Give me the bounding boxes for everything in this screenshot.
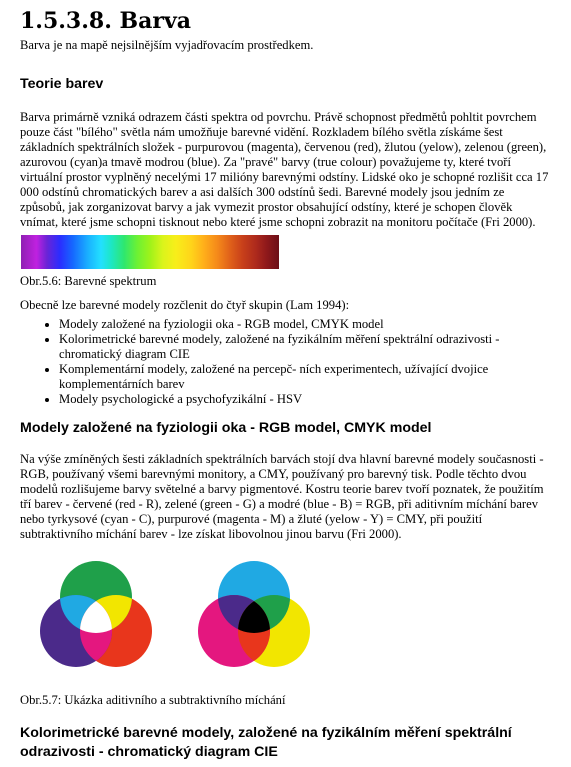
rgb-paragraph: Na výše zmíněných šesti základních spektrálních barvách stojí dva hlavní barevné modely současnosti - RGB, používaný všemi barevnými monitory, a CMY, používaný pro barevný tisk. Podle těchto dvou modelů rozlišujeme barvy světelné a barvy pigmentové. Kostru teorie barev tvoří poznatek, že použitím tří barev - červené (red - R), zelené (green - G) a modré (blue - B) = RGB, při aditivním míchání barev nebo tyrkysové (cyan - C), purpurové (magenta - M) a žluté (yelow - Y) = CMY, při použití subtraktivního míchání barev - lze získat libovolnou jinou barvu (Fri 2000). — [20, 452, 544, 541]
list-item: • Modely psychologické a psychofyzikální - HSV — [59, 392, 551, 407]
heading-cie: Kolorimetrické barevné modely, založené na fyzikálním měření spektrální odrazivosti - chromatický diagram CIE — [20, 725, 512, 760]
list-item: • Kolorimetrické barevné modely, založené na fyzikálním měření spektrální odrazivosti - chromatický diagram CIE — [59, 332, 551, 362]
intro-text: Barva je na mapě nejsilnějším vyjadřovacím prostředkem. — [20, 38, 314, 52]
list-item: • Modely založené na fyziologii oka - RGB model, CMYK model — [59, 317, 551, 332]
heading-rgb-cmyk: Modely založené na fyziologii oka - RGB model, CMYK model — [20, 420, 432, 436]
groups-intro-text: Obecně lze barevné modely rozčlenit do čtyř skupin (Lam 1994): — [20, 298, 350, 312]
theory-paragraph: Barva primárně vzniká odrazem části spektra od povrchu. Právě schopnost předmětů pohltit povrchem pouze část "bílého" světla nám umožňuje barevné vidění. Rozkladem bílého světla získáme šest základních spektrálních složek - purpurovou (magenta), červenou (red), žlutou (yelow), zelenou (green), azurovou (cyan)a tmavě modrou (blue). Za "pravé" barvy (true colour) považujeme ty, které tvoří virtuální prostor vyplněný necelými 17 milióny barevnými odstíny. Lidské oko je schopné rozlišit cca 17 000 odstínů chromatických barev a asi dalších 300 odstínů šedi. Barevné modely jsou jedním ze způsobů, jak zorganizovat barvy a jak vymezit prostor obsahující odstíny, které je schopen člověk vnímat, které jsme schopni tisknout nebo které jsme schopni zobrazit na monitoru počítače (Fri 2000). — [20, 110, 549, 229]
color-model-groups-list — [20, 317, 551, 407]
list-item: • Komplementární modely, založené na percepč- ních experimentech, užívající dvojice komplementárních barev — [59, 362, 551, 392]
spectrum-caption: Obr.5.6: Barevné spektrum — [20, 274, 157, 288]
page-title: 1.5.3.8. Barva — [20, 8, 192, 34]
subtractive-mixing-diagram — [188, 559, 320, 679]
color-spectrum-image — [21, 235, 279, 269]
additive-mixing-diagram — [30, 559, 162, 679]
heading-theory: Teorie barev — [20, 76, 104, 92]
mixing-caption: Obr.5.7: Ukázka aditivního a subtraktivního míchání — [20, 693, 286, 707]
color-mixing-figure — [20, 559, 551, 679]
